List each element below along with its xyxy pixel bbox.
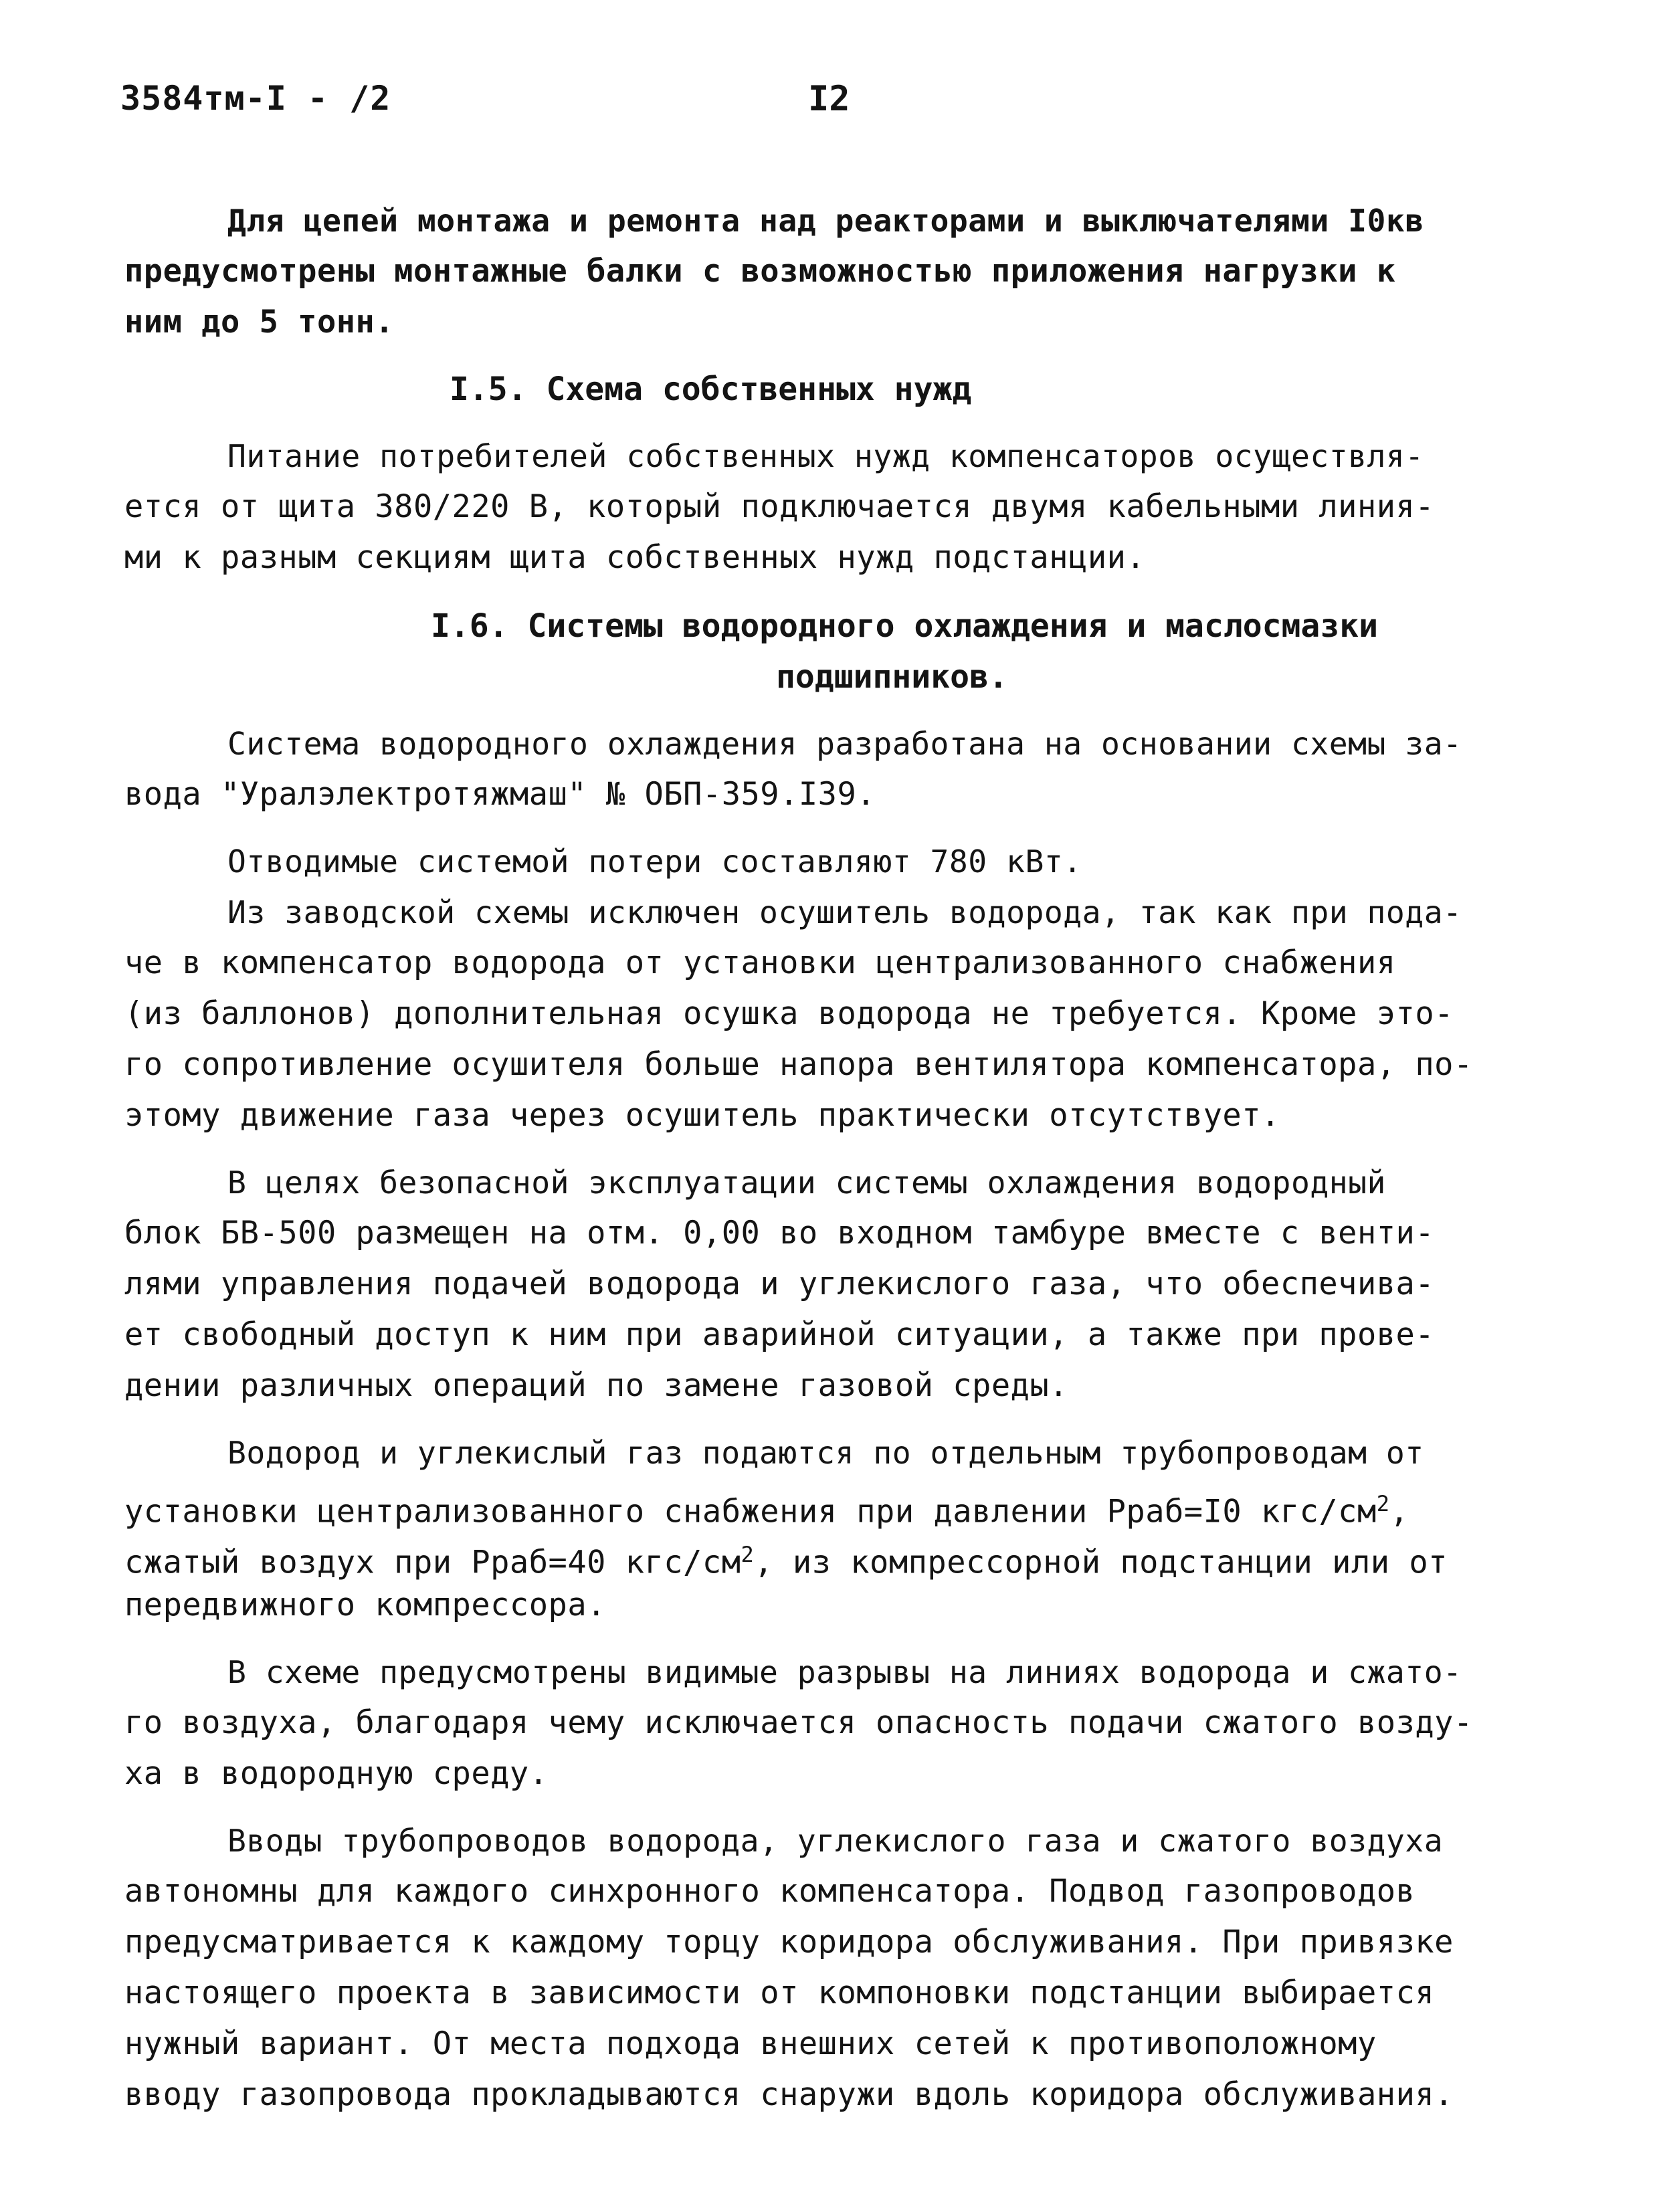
text-line: Водород и углекислый газ подаются по отдельным трубопроводам от	[227, 1435, 1424, 1471]
text-line: ним до 5 тонн.	[124, 304, 395, 340]
page-number: I2	[808, 79, 850, 119]
text-line: ха в водородную среду.	[124, 1755, 549, 1792]
text-line: Питание потребителей собственных нужд компенсаторов осуществля-	[227, 438, 1424, 474]
text-line: Отводимые системой потери составляют 780 кВт.	[227, 843, 1082, 880]
text-line: Вводы трубопроводов водорода, углекислого газа и сжатого воздуха	[227, 1823, 1444, 1859]
text-line: Для цепей монтажа и ремонта над реакторами и выключателями I0кв	[227, 203, 1424, 239]
text-line	[124, 1922, 1549, 1963]
text-line	[124, 2075, 1549, 2115]
text-fragment: вводу газопровода прокладываются снаружи вдоль коридора обслуж	[124, 2076, 1319, 2113]
text-fragment: ивания.	[1319, 2076, 1454, 2113]
text-line: В схеме предусмотрены видимые разрывы на линиях водорода и сжато-	[227, 1654, 1462, 1690]
section-heading: I.6. Системы водородного охлаждения и маслосмазки	[431, 607, 1379, 645]
text-line: предусмотрены монтажные балки с возможностью приложения нагрузки к	[124, 253, 1396, 290]
text-line: го воздуха, благодаря чему исключается опасность подачи сжатого возду-	[124, 1704, 1473, 1741]
text-fragment: ому	[1319, 2025, 1377, 2062]
section-heading: I.5. Схема собственных нужд	[450, 371, 972, 408]
text-fragment: установки централизованного снабжения при давлении Рраб=I0 кгс/см	[124, 1493, 1377, 1530]
text-fragment: нужный вариант. От места подхода внешних сетей к противоположн	[124, 2025, 1319, 2062]
text-line: передвижного компрессора.	[124, 1587, 606, 1623]
superscript: 2	[741, 1542, 755, 1567]
text-line: го сопротивление осушителя больше напора вентилятора компенсатора, по-	[124, 1046, 1473, 1083]
superscript: 2	[1376, 1491, 1390, 1516]
text-fragment: сжатый воздух при Рраб=40 кгс/см	[124, 1544, 741, 1581]
text-line: В целях безопасной эксплуатации системы охлаждения водородный	[227, 1165, 1386, 1201]
text-line: блок БВ-500 размещен на отм. 0,00 во входном тамбуре вместе с венти-	[124, 1215, 1435, 1251]
text-fragment: ривязке	[1319, 1924, 1454, 1960]
text-line	[124, 1973, 1549, 2013]
text-line: (из баллонов) дополнительная осушка водорода не требуется. Кроме это-	[124, 995, 1454, 1032]
section-heading-continuation: подшипников.	[776, 658, 1008, 696]
document-code: 3584тм-I - /2	[120, 79, 391, 118]
text-fragment: , из компрессорной подстанции или от	[754, 1544, 1448, 1581]
text-fragment: ,	[1389, 1493, 1409, 1530]
text-line-with-superscript	[124, 1484, 1549, 1532]
text-line: ет свободный доступ к ним при аварийной ситуации, а также при прове-	[124, 1316, 1435, 1353]
text-line: ми к разным секциям щита собственных нужд подстанции.	[124, 539, 1146, 576]
text-fragment: предусматривается к каждому торцу коридора обслуживания. При п	[124, 1924, 1319, 1960]
text-line: дении различных операций по замене газовой среды.	[124, 1367, 1069, 1404]
text-line: Из заводской схемы исключен осушитель водорода, так как при пода-	[227, 894, 1462, 930]
text-line-with-superscript	[124, 1534, 1549, 1583]
text-line: Система водородного охлаждения разработана на основании схемы за-	[227, 726, 1462, 762]
text-line: автономны для каждого синхронного компенсатора. Подвод газопроводов	[124, 1873, 1416, 1910]
text-line: ется от щита 380/220 В, который подключается двумя кабельными линия-	[124, 488, 1435, 525]
text-line: этому движение газа через осушитель практически отсутствует.	[124, 1097, 1280, 1134]
text-fragment: рается	[1319, 1975, 1435, 2011]
text-line: вода "Уралэлектротяжмаш" № ОБП-359.I39.	[124, 776, 876, 813]
text-line: лями управления подачей водорода и углекислого газа, что обеспечива-	[124, 1266, 1435, 1302]
text-line: че в компенсатор водорода от установки централизованного снабжения	[124, 944, 1396, 981]
text-fragment: настоящего проекта в зависимости от компоновки подстанции выби	[124, 1975, 1319, 2011]
text-line	[124, 2024, 1549, 2064]
